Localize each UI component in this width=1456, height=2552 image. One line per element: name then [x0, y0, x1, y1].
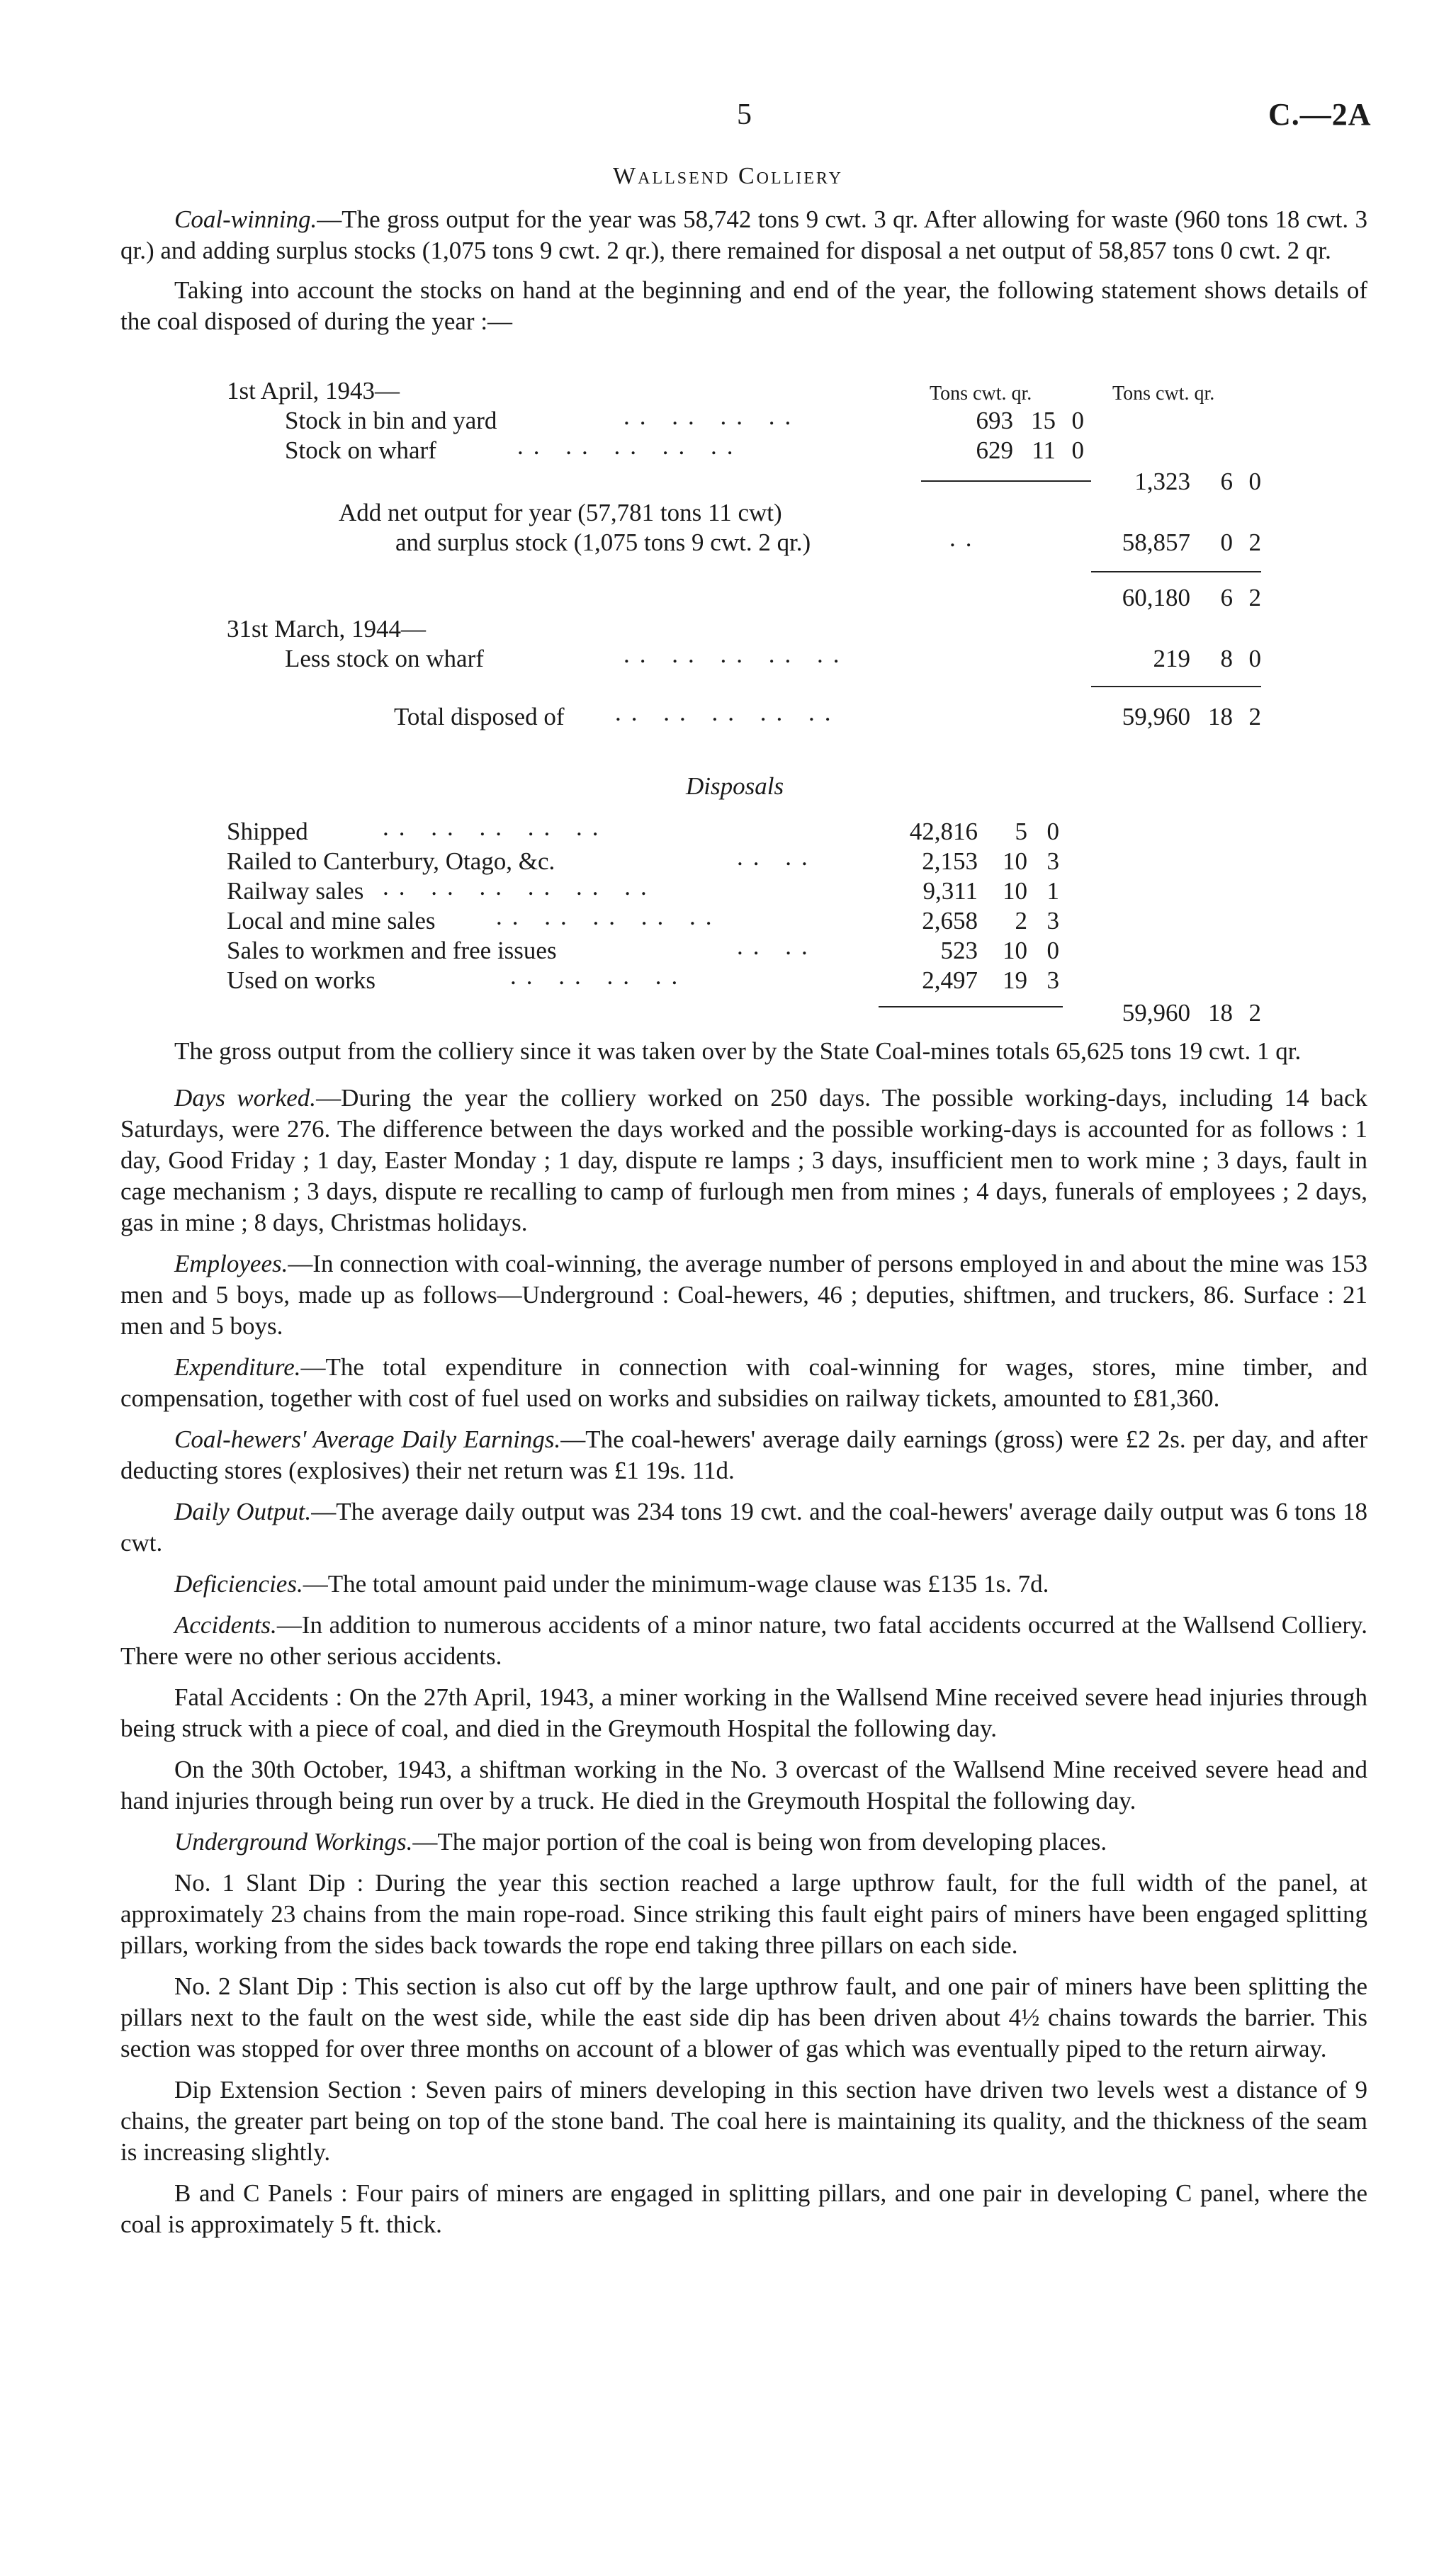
total-disposed-tons: 59,960 — [1122, 703, 1190, 730]
less-stock-qr: 0 — [1248, 645, 1261, 672]
less-stock-label: Less stock on wharf — [285, 645, 484, 672]
leader-dots: .. .. .. .. .. — [623, 640, 850, 668]
earnings-label: Coal-hewers' Average Daily Earnings. — [174, 1425, 561, 1453]
disposal-tons-workmen: 523 — [940, 937, 978, 964]
stock-wharf-tons: 629 — [976, 436, 1013, 464]
disposals-total-qr: 2 — [1248, 999, 1261, 1027]
accidents-paragraph: Accidents.—In addition to numerous accidents of a minor nature, two fatal accidents occurred at the Wallsend Colliery. There were no other serious accidents. — [120, 1611, 1367, 1670]
underground-paragraph: Underground Workings.—The major portion of the coal is being won from developing places. — [174, 1828, 1107, 1856]
fatal-accident-2: On the 30th October, 1943, a shiftman working in the No. 3 overcast of the Wallsend Mine received severe head and hand injuries through being run over by a truck. He died in the Greymouth Hospital the following day. — [120, 1756, 1367, 1814]
employees-label: Employees. — [174, 1250, 288, 1277]
disposal-cwt-workmen: 10 — [1003, 937, 1027, 964]
page-number: 5 — [737, 98, 752, 131]
disposals-total-tons: 59,960 — [1122, 999, 1190, 1027]
disposal-qr-workmen: 0 — [1046, 937, 1059, 964]
leader-dots: .. .. — [737, 932, 818, 960]
stock-bin-qr: 0 — [1071, 407, 1084, 434]
add-output-cwt: 0 — [1220, 529, 1233, 556]
disposal-label-local: Local and mine sales — [227, 907, 436, 935]
add-output-line2: and surplus stock (1,075 tons 9 cwt. 2 qr.) — [395, 529, 811, 556]
statement-intro-paragraph: Taking into account the stocks on hand at the beginning and end of the year, the following statement shows details of the coal disposed of during the year :— — [120, 276, 1367, 335]
coal-winning-paragraph: Coal-winning.—The gross output for the year was 58,742 tons 9 cwt. 3 qr. After allowing for waste (960 tons 18 cwt. 3 qr.) and adding surplus stocks (1,075 tons 9 cwt. 2 qr.), there remained for disposal a net output of 58,857 tons 0 cwt. 2 qr. — [120, 205, 1367, 264]
disposal-label-works: Used on works — [227, 966, 376, 994]
subtotal-rule — [921, 480, 1091, 482]
stock-wharf-label: Stock on wharf — [285, 436, 436, 464]
leader-dots: .. .. .. .. — [510, 962, 688, 990]
disposal-tons-shipped: 42,816 — [909, 818, 978, 845]
stock-wharf-cwt: 11 — [1032, 436, 1056, 464]
total-disposed-qr: 2 — [1248, 703, 1261, 730]
col1-header: Tons cwt. qr. — [930, 383, 1032, 405]
add-output-tons: 58,857 — [1122, 529, 1190, 556]
disposal-label-workmen: Sales to workmen and free issues — [227, 937, 557, 964]
slant-dip-1: No. 1 Slant Dip : During the year this section reached a large upthrow fault, for the full width of the panel, at approximately 23 chains from the main rope-road. Since striking this fault eight pairs of miners have been engaged splitting pillars, working from the sides back towards the rope end taking three pillars on each side. — [120, 1869, 1367, 1959]
disposal-cwt-railway: 10 — [1003, 877, 1027, 905]
less-stock-cwt: 8 — [1220, 645, 1233, 672]
disposal-qr-local: 3 — [1046, 907, 1059, 935]
disposal-qr-shipped: 0 — [1046, 818, 1059, 845]
dip-extension: Dip Extension Section : Seven pairs of miners developing in this section have driven two levels west a distance of 9 chains, the greater part being on top of the stone band. The coal here is maintaining its quality, and the thickness of the seam is increasing slightly. — [120, 2076, 1367, 2166]
total-qr: 2 — [1248, 584, 1261, 611]
daily-output-label: Daily Output. — [174, 1498, 312, 1525]
subtotal-tons: 1,323 — [1134, 468, 1190, 495]
disposal-label-shipped: Shipped — [227, 818, 308, 845]
total-cwt: 6 — [1220, 584, 1233, 611]
leader-dots: .. .. .. .. .. — [517, 432, 743, 460]
days-worked-label: Days worked. — [174, 1084, 317, 1112]
date-april-1943: 1st April, 1943— — [227, 377, 400, 405]
leader-dots: .. .. .. .. .. — [615, 699, 841, 726]
employees-paragraph: Employees.—In connection with coal-winning, the average number of persons employed in and about the mine was 153 men and 5 boys, made up as follows—Underground : Coal-hewers, 46 ; deputies, shiftmen, and truckers, 86. Surface : 21 men and 5 boys. — [120, 1250, 1367, 1340]
disposal-cwt-local: 2 — [1015, 907, 1027, 935]
disposal-tons-works: 2,497 — [922, 966, 978, 994]
disposal-tons-railway: 9,311 — [922, 877, 978, 905]
disposal-qr-railway: 1 — [1046, 877, 1059, 905]
document-reference: C.—2A — [1268, 97, 1372, 132]
disposal-tons-railed: 2,153 — [922, 847, 978, 875]
expenditure-paragraph: Expenditure.—The total expenditure in connection with coal-winning for wages, stores, mine timber, and compensation, together with cost of fuel used on works and subsidies on railway tickets, amounted to £81,360. — [120, 1353, 1367, 1412]
disposal-cwt-works: 19 — [1003, 966, 1027, 994]
disposed-rule — [1091, 686, 1261, 687]
disposal-label-railed: Railed to Canterbury, Otago, &c. — [227, 847, 555, 875]
disposal-qr-works: 3 — [1046, 966, 1059, 994]
stock-bin-tons: 693 — [976, 407, 1013, 434]
subtotal-qr: 0 — [1248, 468, 1261, 495]
intro-block — [120, 204, 1367, 337]
leader-dots: .. .. .. .. .. — [496, 903, 722, 930]
disposal-qr-railed: 3 — [1046, 847, 1059, 875]
disposal-label-railway: Railway sales — [227, 877, 364, 905]
deficiencies-paragraph: Deficiencies.—The total amount paid under the minimum-wage clause was £135 1s. 7d. — [174, 1570, 1049, 1598]
deficiencies-label: Deficiencies. — [174, 1570, 303, 1598]
total-tons: 60,180 — [1122, 584, 1190, 611]
disposal-cwt-shipped: 5 — [1015, 818, 1027, 845]
earnings-paragraph: Coal-hewers' Average Daily Earnings.—The coal-hewers' average daily earnings (gross) were £2 2s. per day, and after deducting stores (explosives) their net return was £1 19s. 11d. — [120, 1425, 1367, 1484]
underground-label: Underground Workings. — [174, 1828, 413, 1856]
expenditure-label: Expenditure. — [174, 1353, 301, 1381]
coal-winning-label: Coal-winning. — [174, 205, 317, 233]
stock-bin-cwt: 15 — [1031, 407, 1056, 434]
disposals-heading: Disposals — [686, 772, 784, 800]
fatal-accident-1: Fatal Accidents : On the 27th April, 1943, a miner working in the Wallsend Mine received severe head injuries through being struck with a piece of coal, and died in the Greymouth Hospital the following day. — [120, 1683, 1367, 1742]
leader-dots: .. .. .. .. — [623, 402, 801, 430]
daily-output-paragraph: Daily Output.—The average daily output was 234 tons 19 cwt. and the coal-hewers' average daily output was 6 tons 18 cwt. — [120, 1498, 1368, 1557]
col2-header: Tons cwt. qr. — [1112, 383, 1215, 405]
gross-output-paragraph: The gross output from the colliery since it was taken over by the State Coal-mines totals 65,625 tons 19 cwt. 1 qr. — [174, 1037, 1302, 1065]
stock-wharf-qr: 0 — [1071, 436, 1084, 464]
date-march-1944: 31st March, 1944— — [227, 615, 426, 643]
days-worked-paragraph: Days worked.—During the year the colliery worked on 250 days. The possible working-days, including 14 back Saturdays, were 276. The difference between the days worked and the possible working-days is accounted for as follows : 1 day, Good Friday ; 1 day, Easter Monday ; 1 day, dispute re lamps ; 3 days, insufficient men to work mine ; 3 days, fault in cage mechanism ; 3 days, dispute re recalling to camp of furlough men from mines ; 4 days, funerals of employees ; 2 days, gas in mine ; 8 days, Christmas holidays. — [120, 1084, 1367, 1236]
disposal-cwt-railed: 10 — [1003, 847, 1027, 875]
disposal-tons-local: 2,658 — [922, 907, 978, 935]
slant-dip-2: No. 2 Slant Dip : This section is also cut off by the large upthrow fault, and one pair of miners have been splitting the pillars next to the fault on the west side, while the east side dip has been driven about 4½ chains towards the barrier. This section was stopped for over three months on account of a blower of gas which was eventually piped to the return airway. — [120, 1972, 1367, 2062]
leader-dots: .. .. .. .. .. .. — [383, 873, 657, 900]
subtotal-cwt: 6 — [1220, 468, 1233, 495]
report-body — [120, 1036, 1367, 2240]
total-disposed-label: Total disposed of — [394, 703, 565, 730]
leader-dots: .. .. — [737, 843, 818, 871]
less-stock-tons: 219 — [1153, 645, 1190, 672]
leader-dots: .. .. .. .. .. — [383, 813, 609, 841]
total-rule — [1091, 571, 1261, 572]
b-c-panels: B and C Panels : Four pairs of miners are engaged in splitting pillars, and one pair in developing C panel, where the coal is approximately 5 ft. thick. — [120, 2179, 1367, 2238]
section-title: Wallsend Colliery — [613, 163, 843, 189]
add-output-qr: 2 — [1248, 529, 1261, 556]
total-disposed-cwt: 18 — [1208, 703, 1233, 730]
add-output-line1: Add net output for year (57,781 tons 11 cwt) — [339, 499, 782, 526]
accidents-label: Accidents. — [174, 1611, 277, 1639]
disposals-total-cwt: 18 — [1208, 999, 1233, 1027]
disposals-rule — [879, 1006, 1063, 1007]
stock-bin-label: Stock in bin and yard — [285, 407, 497, 434]
leader-dots: .. — [949, 524, 982, 552]
